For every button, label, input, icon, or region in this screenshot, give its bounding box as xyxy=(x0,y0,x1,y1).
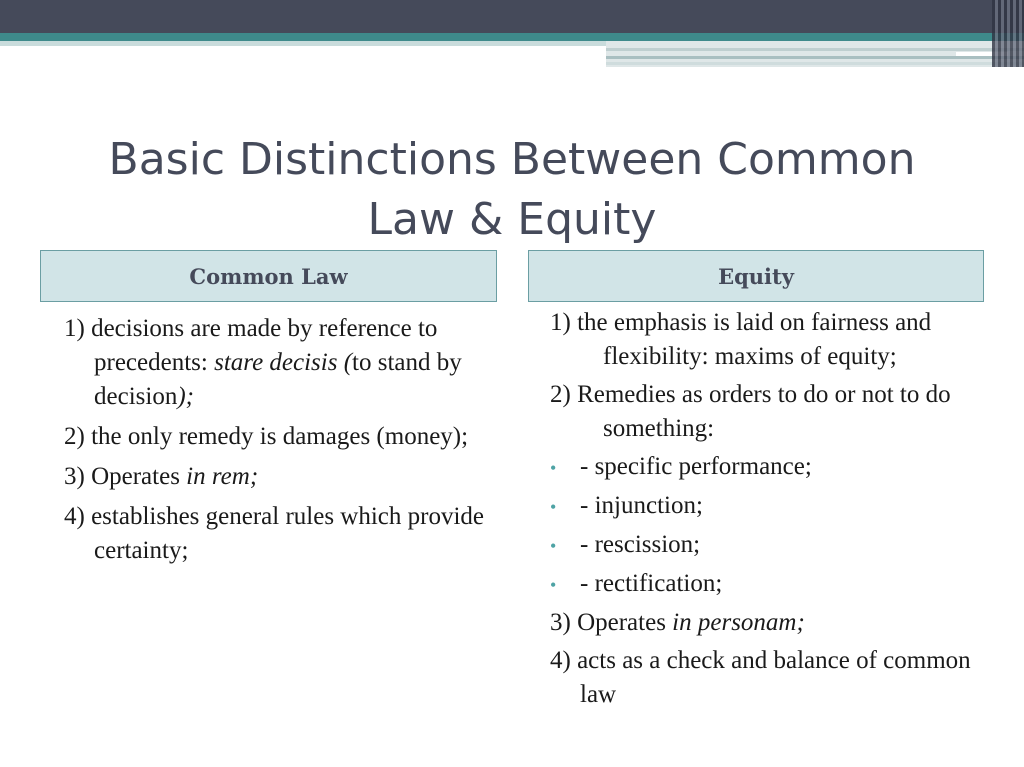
bullet-icon: • xyxy=(550,575,557,595)
item-text: the emphasis is laid on fairness and flexibility: maxims of equity; xyxy=(577,309,932,370)
item-text: Remedies as orders to do or not to do something: xyxy=(577,381,951,442)
item-text: to stand by decision xyxy=(94,349,462,410)
equity-list xyxy=(550,306,990,716)
list-item xyxy=(550,378,990,446)
remedy-item xyxy=(550,450,990,485)
item-text: establishes general rules which provide certainty; xyxy=(91,503,485,564)
top-band-right-line xyxy=(606,56,1024,59)
item-number: 4) xyxy=(64,503,85,530)
common-law-header-label: Common Law xyxy=(189,263,348,289)
bullet-icon: • xyxy=(550,536,557,556)
remedy-item xyxy=(550,528,990,563)
remedy-text: - rescission; xyxy=(580,531,701,558)
item-text: Operates xyxy=(577,609,666,636)
slide-title-line2: Law & Equity xyxy=(367,194,657,245)
equity-header xyxy=(528,250,984,302)
item-text: Operates xyxy=(91,463,180,490)
item-text: the only remedy is damages (money); xyxy=(91,423,469,450)
item-number: 4) xyxy=(550,647,571,674)
remedy-text: - injunction; xyxy=(580,492,703,519)
slide-title-line1: Basic Distinctions Between Common xyxy=(108,134,916,185)
item-italic: stare decisis ( xyxy=(214,349,353,376)
item-number: 3) xyxy=(550,609,571,636)
list-item xyxy=(550,644,990,712)
item-number: 1) xyxy=(550,309,571,336)
item-text: acts as a check and balance of common law xyxy=(577,647,971,708)
bullet-icon: • xyxy=(550,497,557,517)
item-number: 2) xyxy=(550,381,571,408)
list-item xyxy=(64,312,484,414)
remedy-text: - rectification; xyxy=(580,570,723,597)
item-text: decisions are made by reference to precedents: xyxy=(91,315,438,376)
item-italic: in personam; xyxy=(672,609,805,636)
top-band-dark xyxy=(0,0,1024,33)
item-number: 2) xyxy=(64,423,85,450)
remedy-item xyxy=(550,489,990,524)
list-item xyxy=(64,460,484,494)
list-item xyxy=(64,420,484,454)
top-band-teal xyxy=(0,33,1024,41)
item-number: 3) xyxy=(64,463,85,490)
remedy-item xyxy=(550,567,990,602)
list-item xyxy=(550,606,990,640)
item-italic: ); xyxy=(177,383,194,410)
bullet-icon: • xyxy=(550,458,557,478)
common-law-header xyxy=(40,250,497,302)
item-italic: in rem; xyxy=(186,463,259,490)
top-band-right-line xyxy=(606,62,1024,65)
item-number: 1) xyxy=(64,315,85,342)
slide-title xyxy=(60,130,964,250)
list-item xyxy=(64,500,484,568)
list-item xyxy=(550,306,990,374)
remedy-text: - specific performance; xyxy=(580,453,812,480)
top-band-right-line xyxy=(606,48,1024,51)
common-law-list xyxy=(64,312,484,574)
equity-header-label: Equity xyxy=(718,263,794,289)
top-band-stripes xyxy=(992,0,1024,67)
